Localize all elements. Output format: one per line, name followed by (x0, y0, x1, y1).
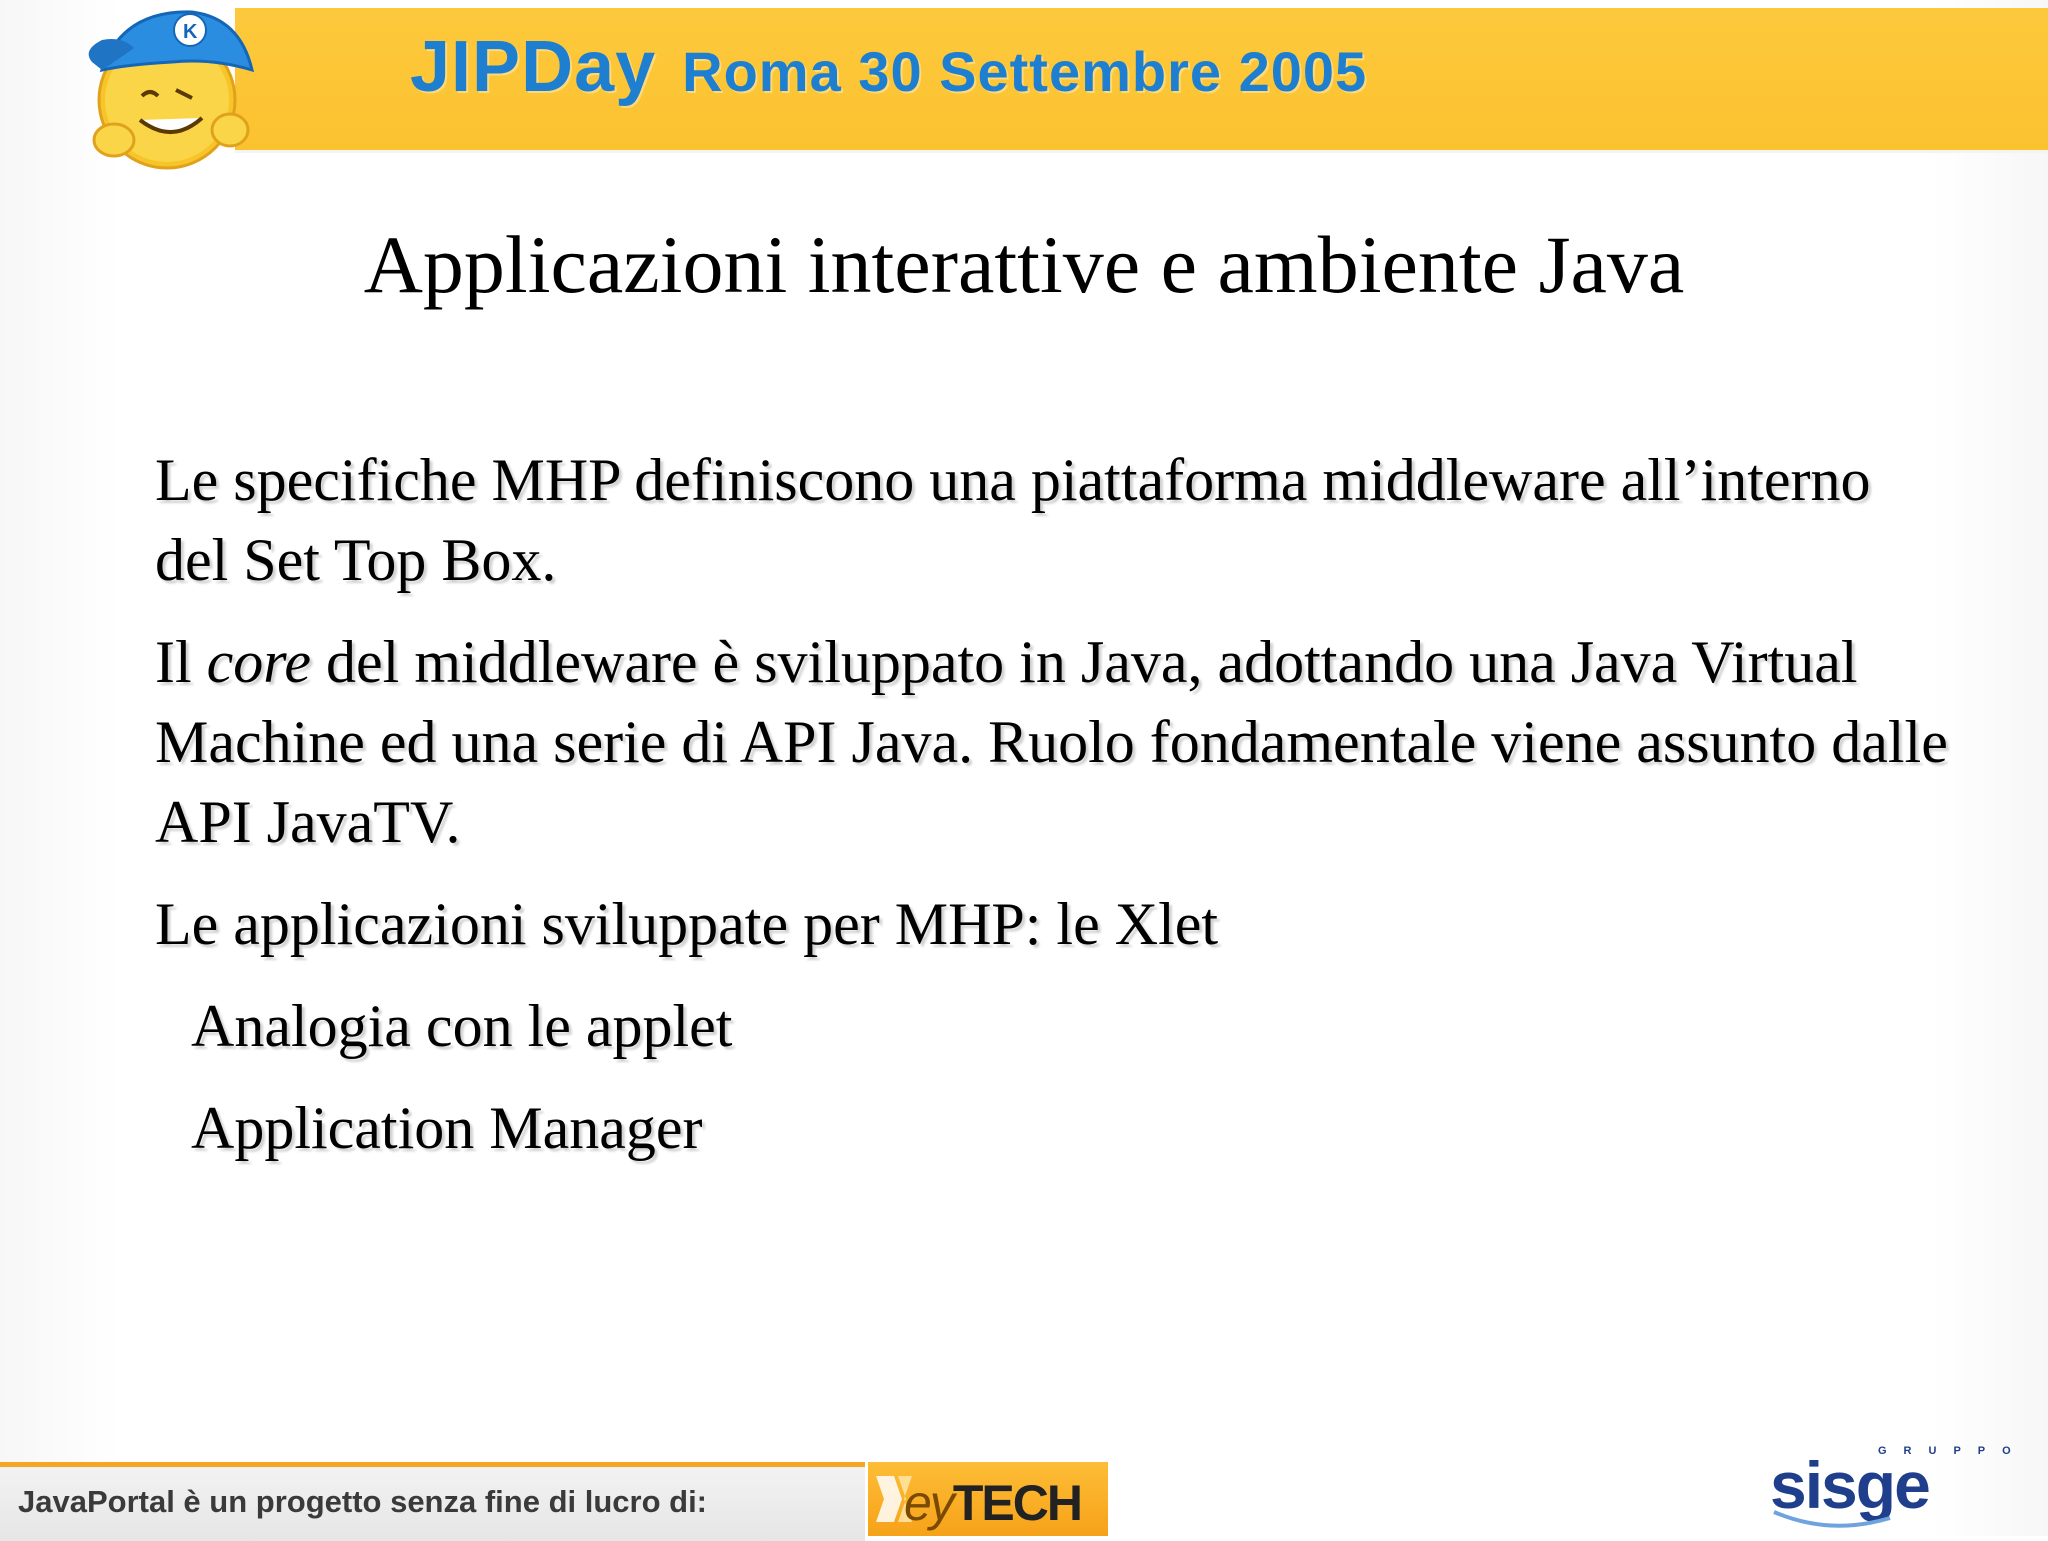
paragraph-1: Le specifiche MHP definiscono una piattaforma middleware all’interno del Set Top Box. (155, 447, 1871, 593)
footer-text: JavaPortal è un progetto senza fine di lucro di: (18, 1484, 708, 1519)
sisge-wordmark: sisge (1770, 1448, 1929, 1522)
sub-item-2: Application Manager (191, 1095, 703, 1161)
paragraph-2 (155, 622, 1955, 862)
svg-text:K: K (183, 21, 198, 43)
paragraph-2-start: Il (155, 629, 207, 695)
mascot-icon (62, 0, 272, 172)
header-date-place: Roma 30 Settembre 2005 (682, 40, 1368, 103)
sub-item-1: Analogia con le applet (191, 993, 733, 1059)
slide-content (155, 440, 1955, 1190)
keytech-wordmark: eyTECH (904, 1475, 1081, 1531)
header-event: JIPDay (410, 27, 657, 107)
keytech-logo (868, 1462, 1108, 1536)
slide-title: Applicazioni interattive e ambiente Java (363, 219, 1685, 310)
sisge-logo (1770, 1440, 2040, 1536)
header-title (410, 26, 1367, 116)
sisge-gruppo-text: GRUPPO (1878, 1445, 2028, 1457)
paragraph-2-rest: del middleware è sviluppato in Java, adottando una Java Virtual Machine ed una serie di API Java. Ruolo fondamentale viene assunto dalle API JavaTV. (155, 629, 1948, 855)
paragraph-3: Le applicazioni sviluppate per MHP: le Xlet (155, 891, 1219, 957)
paragraph-2-italic: core (206, 629, 312, 695)
